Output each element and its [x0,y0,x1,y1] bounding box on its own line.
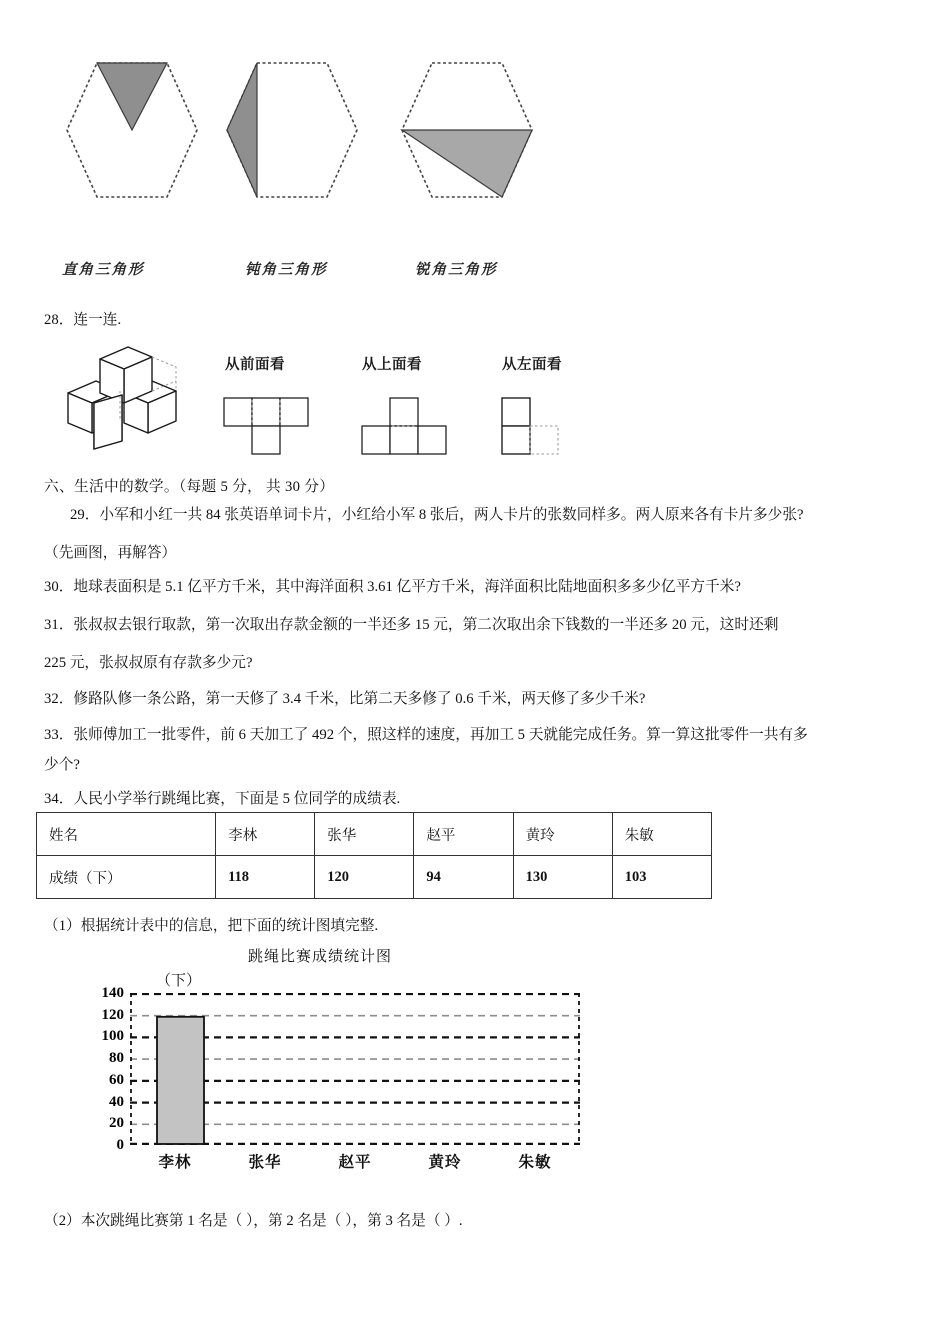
hexagon-figure-obtuse-angle [222,55,362,205]
table-cell-name-2: 赵平 [414,813,513,856]
table-row-names [37,813,712,856]
table-cell-score-1: 120 [315,856,414,899]
chart-plot-area [130,993,580,1145]
sub-question-2: （2）本次跳绳比赛第 1 名是（ ），第 2 名是（ ），第 3 名是（ ）. [44,1213,463,1229]
question-33-line-0: 33．张师傅加工一批零件，前 6 天加工了 492 个，照这样的速度，再加工 5 天就能完成任务。算一算这批零件一共有多 [44,727,808,743]
question-28-text: 28．连一连. [44,312,122,328]
y-tick-120: 120 [101,1006,124,1023]
chart-title: 跳绳比赛成绩统计图 [247,949,392,965]
table-cell-score-3: 130 [513,856,612,899]
x-tick-1: 张华 [248,1154,282,1171]
question-29-line-1: （先画图，再解答） [44,545,177,561]
y-tick-40: 40 [109,1093,124,1110]
top-view-diagram [360,396,470,458]
sub-question-1: （1）根据统计表中的信息，把下面的统计图填完整. [44,918,379,934]
chart-y-unit-label: （下） [156,973,202,989]
front-view-diagram [222,396,332,458]
table-cell-name-1: 张华 [315,813,414,856]
y-tick-20: 20 [109,1115,124,1132]
score-table [36,812,712,899]
question-33-line-1: 少个? [44,757,80,773]
question-31-line-1: 225 元，张叔叔原有存款多少元? [44,655,253,671]
x-tick-3: 黄玲 [428,1154,462,1171]
chart-y-axis-ticks [68,985,124,1153]
x-tick-4: 朱敏 [518,1154,552,1171]
hexagon-label-row [0,258,950,288]
table-header-score: 成绩（下） [37,856,216,899]
hexagon-label-0: 直角三角形 [62,262,145,278]
table-cell-name-0: 李林 [216,813,315,856]
hexagon-figure-right-angle [62,55,202,205]
table-cell-score-2: 94 [414,856,513,899]
y-tick-0: 0 [116,1137,124,1153]
question-34-line-0: 34．人民小学举行跳绳比赛，下面是 5 位同学的成绩表. [44,791,401,807]
table-cell-name-3: 黄玲 [513,813,612,856]
hexagon-label-1: 钝角三角形 [245,262,328,278]
question-31-line-0: 31．张叔叔去银行取款，第一次取出存款金额的一半还多 15 元，第二次取出余下钱数的一半还多 20 元，这时还剩 [44,617,779,633]
x-tick-0: 李林 [158,1154,192,1171]
chart-x-axis-ticks [130,1150,580,1174]
cube-solid-figure [60,345,180,455]
y-tick-80: 80 [109,1050,124,1067]
table-row-scores [37,856,712,899]
hexagon-figure-acute-angle [392,55,542,205]
chart-bar-lilin [157,1017,204,1144]
y-tick-60: 60 [109,1071,124,1088]
skipping-rope-bar-chart [60,945,580,1185]
y-tick-100: 100 [101,1028,124,1045]
question-32-line-0: 32．修路队修一条公路，第一天修了 3.4 千米，比第二天多修了 0.6 千米，两天修了多少千米? [44,691,646,707]
section-heading: 六、生活中的数学。（每题 5 分， 共 30 分） [44,479,335,495]
view-label-left: 从左面看 [502,357,562,373]
left-view-diagram [500,396,590,458]
hexagon-label-2: 锐角三角形 [415,262,498,278]
question-29-line-0: 29．小军和小红一共 84 张英语单词卡片，小红给小军 8 张后，两人卡片的张数同样多。两人原来各有卡片多少张? [70,507,804,523]
question-30-line-0: 30．地球表面积是 5.1 亿平方千米，其中海洋面积 3.61 亿平方千米，海洋面积比陆地面积多多少亿平方千米? [44,579,741,595]
y-tick-140: 140 [101,985,124,1001]
table-cell-score-0: 118 [216,856,315,899]
view-label-front: 从前面看 [225,357,285,373]
table-cell-name-4: 朱敏 [612,813,711,856]
hexagon-figure-row [0,55,950,215]
view-label-top: 从上面看 [362,357,422,373]
table-header-name: 姓名 [37,813,216,856]
table-cell-score-4: 103 [612,856,711,899]
x-tick-2: 赵平 [338,1154,372,1171]
